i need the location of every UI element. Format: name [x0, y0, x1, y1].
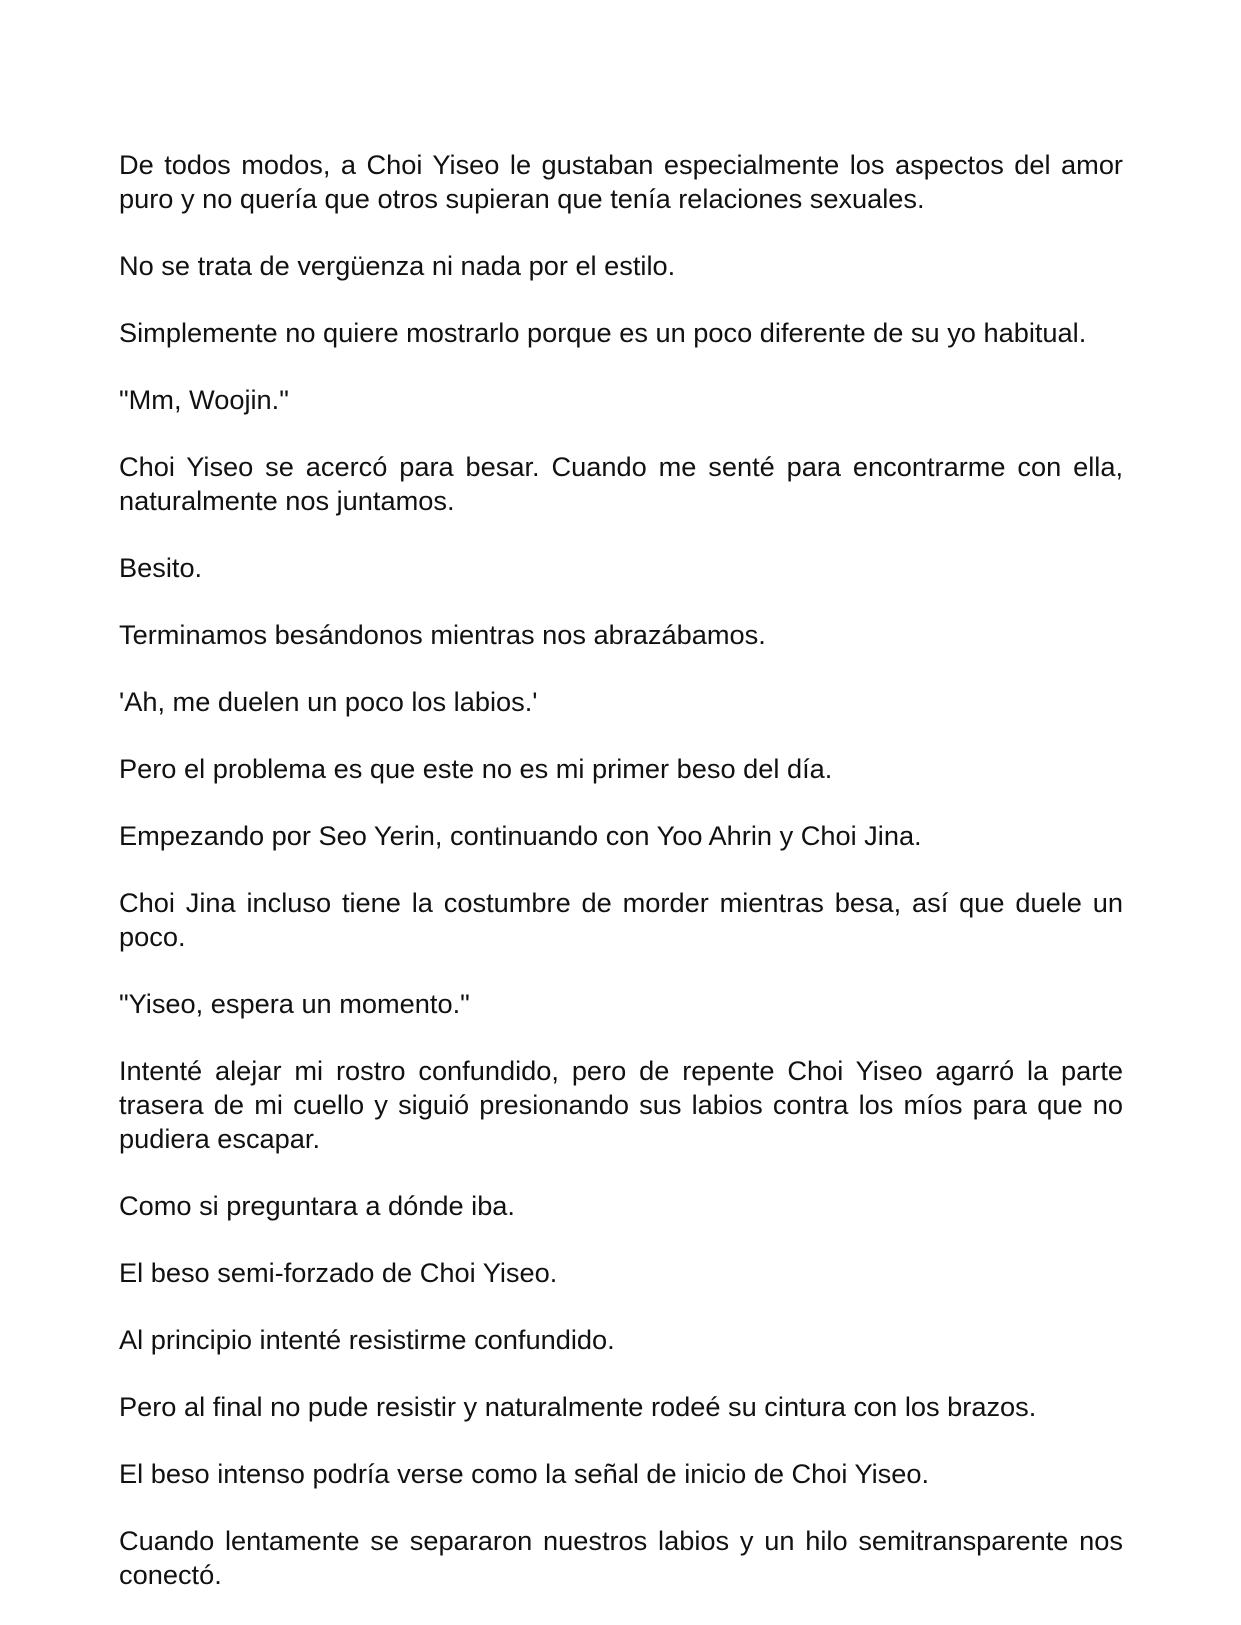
- paragraph-17: Pero al final no pude resistir y naturalmente rodeé su cintura con los brazos.: [119, 1391, 1037, 1422]
- paragraph-4: "Mm, Woojin.": [119, 384, 289, 415]
- paragraph-11: Choi Jina incluso tiene la costumbre de morder mientras besa, así que duele un poco.: [119, 887, 1123, 952]
- paragraph-9: Pero el problema es que este no es mi primer beso del día.: [119, 753, 833, 784]
- paragraph-18: El beso intenso podría verse como la señal de inicio de Choi Yiseo.: [119, 1458, 930, 1489]
- paragraph-10: Empezando por Seo Yerin, continuando con Yoo Ahrin y Choi Jina.: [119, 820, 922, 851]
- paragraph-15: El beso semi-forzado de Choi Yiseo.: [119, 1257, 558, 1288]
- document-page: [119, 148, 1123, 1625]
- paragraph-12: "Yiseo, espera un momento.": [119, 988, 470, 1019]
- paragraph-13: Intenté alejar mi rostro confundido, pero de repente Choi Yiseo agarró la parte trasera de mi cuello y siguió presionando sus labios contra los míos para que no pudiera escapar.: [119, 1055, 1123, 1154]
- paragraph-8: 'Ah, me duelen un poco los labios.': [119, 686, 538, 717]
- paragraph-2: No se trata de vergüenza ni nada por el estilo.: [119, 250, 676, 281]
- paragraph-19: Cuando lentamente se separaron nuestros labios y un hilo semitransparente nos conectó.: [119, 1525, 1123, 1590]
- paragraph-14: Como si preguntara a dónde iba.: [119, 1190, 515, 1221]
- paragraph-3: Simplemente no quiere mostrarlo porque es un poco diferente de su yo habitual.: [119, 317, 1087, 348]
- paragraph-1: De todos modos, a Choi Yiseo le gustaban especialmente los aspectos del amor puro y no quería que otros supieran que tenía relaciones sexuales.: [119, 149, 1123, 214]
- paragraph-7: Terminamos besándonos mientras nos abrazábamos.: [119, 619, 766, 650]
- paragraph-6: Besito.: [119, 552, 203, 583]
- paragraph-16: Al principio intenté resistirme confundido.: [119, 1324, 615, 1355]
- paragraph-5: Choi Yiseo se acercó para besar. Cuando me senté para encontrarme con ella, naturalmente nos juntamos.: [119, 451, 1123, 516]
